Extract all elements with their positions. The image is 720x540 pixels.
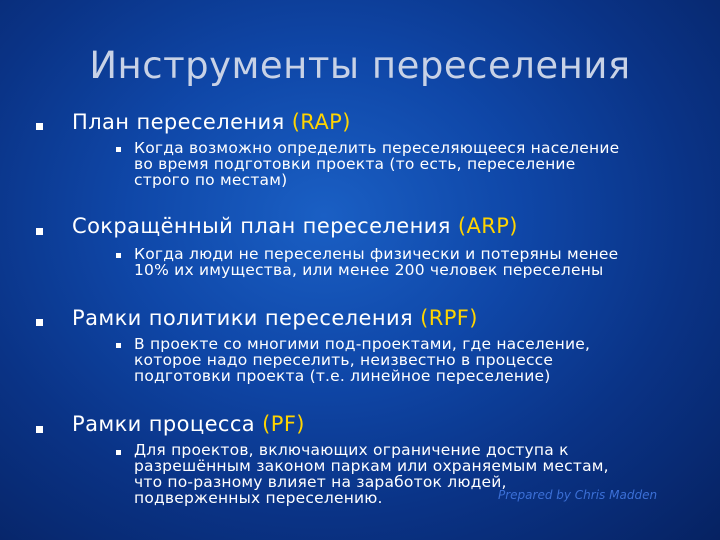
- bullet-square: [36, 426, 43, 433]
- tool-name: Рамки процесса: [72, 412, 256, 436]
- sub-bullet-square: [116, 450, 121, 455]
- bullet-square: [36, 123, 43, 130]
- tool-name: Сокращённый план переселения: [72, 214, 451, 238]
- tool-description: Для проектов, включающих ограничение доступа к разрешённым законом паркам или охраняемым местам, что по-разному влияет на заработок людей, подверженных переселению.: [134, 441, 609, 507]
- tool-heading-rpf: [72, 306, 478, 330]
- tool-abbr: (RAP): [291, 110, 351, 134]
- tool-abbr: (ARP): [457, 214, 518, 238]
- sub-bullet-square: [116, 253, 121, 258]
- tool-heading-arp: [72, 214, 518, 238]
- sub-bullet-square: [116, 147, 121, 152]
- slide-title: Инструменты переселения: [89, 44, 631, 87]
- tool-description: В проекте со многими под-проектами, где население, которое надо переселить, неизвестно в процессе подготовки проекта (т.е. линейное переселение): [134, 335, 591, 385]
- sub-bullet-square: [116, 343, 121, 348]
- bullet-square: [36, 228, 43, 235]
- tool-abbr: (RPF): [420, 306, 478, 330]
- tool-heading-pf: [72, 412, 305, 436]
- tool-description: Когда люди не переселены физически и потеряны менее 10% их имущества, или менее 200 человек переселены: [134, 245, 619, 279]
- tool-abbr: (PF): [262, 412, 305, 436]
- tool-name: Рамки политики переселения: [72, 306, 414, 330]
- tool-name: План переселения: [72, 110, 285, 134]
- author-watermark: Prepared by Chris Madden: [498, 488, 658, 502]
- tool-description: Когда возможно определить переселяющееся население во время подготовки проекта (то есть, переселение строго по местам): [134, 139, 620, 189]
- tool-heading-rap: [72, 110, 351, 134]
- bullet-square: [36, 319, 43, 326]
